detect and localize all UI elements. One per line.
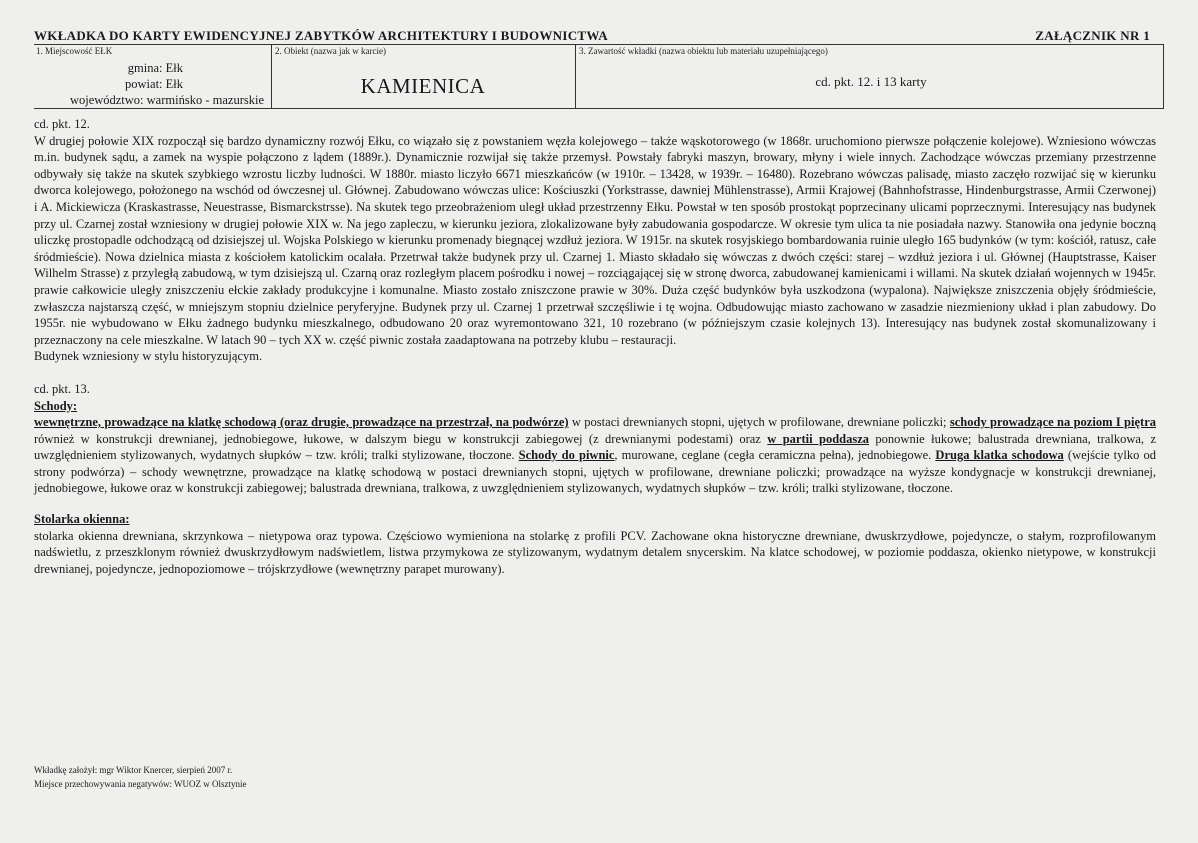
stairs-internal: wewnętrzne, prowadzące na klatkę schodową (oraz drugie, prowadzące na przestrzał, na podwórze) <box>34 415 569 430</box>
content-box-label: 3. Zawartość wkładki (nazwa obiektu lub materiału uzupełniającego) <box>579 46 828 56</box>
document-footer <box>34 763 247 791</box>
document-body <box>34 116 1156 577</box>
style-note: Budynek wzniesiony w stylu historyzującym. <box>34 349 263 364</box>
section-13-heading: cd. pkt. 13. <box>34 381 90 396</box>
stairs-text-4: , murowane, ceglane (cegła ceramiczna pełna), jednobiegowe. <box>614 448 936 463</box>
section-12-heading: cd. pkt. 12. <box>34 117 90 131</box>
stairs-first-floor: schody prowadzące na poziom I piętra <box>949 415 1156 430</box>
windows-heading: Stolarka okienna: <box>34 512 130 527</box>
author-note: Wkładkę założył: mgr Wiktor Knercer, sierpień 2007 r. <box>34 765 233 775</box>
stairs-basement: Schody do piwnic <box>518 448 615 463</box>
object-box-label: 2. Obiekt (nazwa jak w karcie) <box>275 46 386 56</box>
object-name: KAMIENICA <box>360 74 486 98</box>
box-divider-2 <box>575 44 576 109</box>
content-value: cd. pkt. 12. i 13 karty <box>815 74 927 89</box>
stairs-attic: w partii poddasza <box>767 431 870 446</box>
spacer <box>34 497 1156 511</box>
wojewodztwo-field: województwo: warmińsko - mazurskie <box>69 93 264 107</box>
section-12-text: W drugiej połowie XIX rozpoczął się bardzo dynamiczny rozwój Ełku, co wiązało się z powstaniem węzła kolejowego – także wąskotorowego (w 1868r. uruchomiono pierwsze połączenie kolejowe). Wzniesiono wówczas m.in. budynek sądu, a zamek na wyspie połączono z lądem (1889r.). Dynamicznie rozwijał się także przemysł. Powstały fabryki maszyn, browary, młyny i wiele innych. Zachodzące wówczas przemiany przestrzenne odbywały się także na skutek szybkiego wzrostu liczby ludności. W 1880r. miasto liczyło 6671 mieszkańców (w 1910r. – 13428, w 1939r. – 16480). Rozebrano wówczas palisadę, miasto zaczęło rozwijać się w kierunku dworca kolejowego, położonego na wschód od ówczesnej ul. Głównej. Zabudowano wówczas ulice: Kościuszki (Yorkstrasse, dawniej Mühlenstrasse), Armii Krajowej (Bahnhofstrasse, Hindenburgstrasse, Armii Czerwonej) i A. Mickiewicza (Kraskastrasse, Neuestrasse, Bismarckstrsse). Na skutek tego przeobrażeniom uległ układ przestrzenny Ełku. Powstał w ten sposób prostokąt poprzecinany ulicami poprzecznymi. Interesujący nas budynek przy ul. Czarnej został wzniesiony w drugiej połowie XIX w. Na jego zapleczu, w kierunku jeziora, zlokalizowane były zabudowania gospodarcze. W okresie tym ulica ta nie posiadała nazwy. Stanowiła ona jedynie boczną uliczkę prostopadle odchodzącą od dzisiejszej ul. Wojska Polskiego w kierunku promenady biegnącej wzdłuż jeziora. W 1915r. na skutek rosyjskiego bombardowania ruinie uległo 165 budynków (w tym: kościół, ratusz, całe śródmieście). Nowa dzielnica miasta z kościołem katolickim ocalała. Przetrwał także budynek przy ul. Czarnej 1. Miasto składało się wówczas z dwóch części: starej – wzdłuż jeziora i ul. Głównej (Hauptstrasse, Kaiser Wilhelm Strasse) z przyległą zabudową, w tym dzisiejszą ul. Czarną oraz rozległym placem pośrodku i nowej – rozciągającej się w stronę dworca, zabudowanej kamienicami i willami. Na skutek działań wojennych w 1945r. prawie całkowicie uległy zniszczeniu ełckie zakłady produkcyjne i komunalne. Miasto zostało zniszczone prawie w 30%. Duża część budynków była uszkodzona (wypalona). Największe zniszczenia objęły śródmieście, zwłaszcza najstarszą część, w mniejszym stopniu dzielnice peryferyjne. Budynek przy ul. Czarnej 1 przetrwał szczęśliwie i tę wojna. Odbudowując miasto zachowano w zasadzie niezmieniony układ i plan zabudowy. Do 1955r. nie wybudowano w Ełku żadnego budynku mieszkalnego, odbudowano 20 oraz wyremontowano 321, 10 rozebrano (w późniejszym czasie kolejnych 13). Interesujący nas budynek został skomunalizowany i przeznaczony na cele mieszkalne. W latach 90 – tych XX w. część piwnic została zaadaptowana na potrzeby klubu – restauracji. <box>34 133 1156 347</box>
location-box-label: 1. Miejscowość EŁK <box>36 46 113 56</box>
stairs-paragraph <box>34 414 1156 497</box>
annex-label: ZAŁĄCZNIK NR 1 <box>1035 28 1150 43</box>
second-staircase: Druga klatka schodowa <box>935 448 1064 463</box>
gmina-field: gmina: Ełk <box>127 61 183 75</box>
header-bottom-rule <box>34 108 1164 109</box>
stairs-text-5: (wejście tylko od strony podwórza) – schody wewnętrzne, prowadzące na klatkę schodową w postaci drewnianych stopni, ujętych w profilowane, drewniane policzki; prowadzące na wyższe kondygnacje w konstrukcji drewnianej, jednobiegowe, łukowe oraz w konstrukcji zabiegowej; balustrada drewniana, tralkowa, z uwzględnieniem stylizowanych, wydatnych słupków – tzw. króli; tralki stylizowane, tłoczone. <box>34 448 1156 496</box>
stairs-text-3: ponownie łukowe; balustrada drewniana, tralkowa, z uwzględnieniem stylizowanych, wydatnych słupków – tzw. króli; tralki stylizowane, tłoczone. <box>34 431 1156 463</box>
windows-paragraph: stolarka okienna drewniana, skrzynkowa – nietypowa oraz typowa. Częściowo wymieniona na stolarkę z profili PCV. Zachowane okna historyczne drewniane, dwuskrzydłowe, pojedyncze, o stałym, rozprofilowanym nadświetlu, z przeszklonym również dwuskrzydłowym nadświetlem, listwa przymykowa ze stylizowanym, wydatnym detalem snycerskim. Na klatce schodowej, w poziomie poddasza, okienko nietypowe, w konstrukcji drewnianej, pojedyncze, jednopoziomowe – trójskrzydłowe (wewnętrzny parapet murowany). <box>34 528 1156 576</box>
spacer <box>34 365 1156 381</box>
stairs-text-1: w postaci drewnianych stopni, ujętych w profilowane, drewniane policzki; <box>568 415 950 430</box>
powiat-field: powiat: Ełk <box>125 77 183 91</box>
document-title: WKŁADKA DO KARTY EWIDENCYJNEJ ZABYTKÓW ARCHITEKTURY I BUDOWNICTWA <box>34 28 608 43</box>
header-top-rule <box>34 44 1164 45</box>
stairs-heading: Schody: <box>34 398 78 413</box>
stairs-text-2: również w konstrukcji drewnianej, jednobiegowe, łukowe, w dalszym biegu w konstrukcji zabiegowej (z drewnianymi podestami) oraz <box>34 431 768 446</box>
negatives-storage-note: Miejsce przechowywania negatywów: WUOZ w Olsztynie <box>34 779 247 789</box>
